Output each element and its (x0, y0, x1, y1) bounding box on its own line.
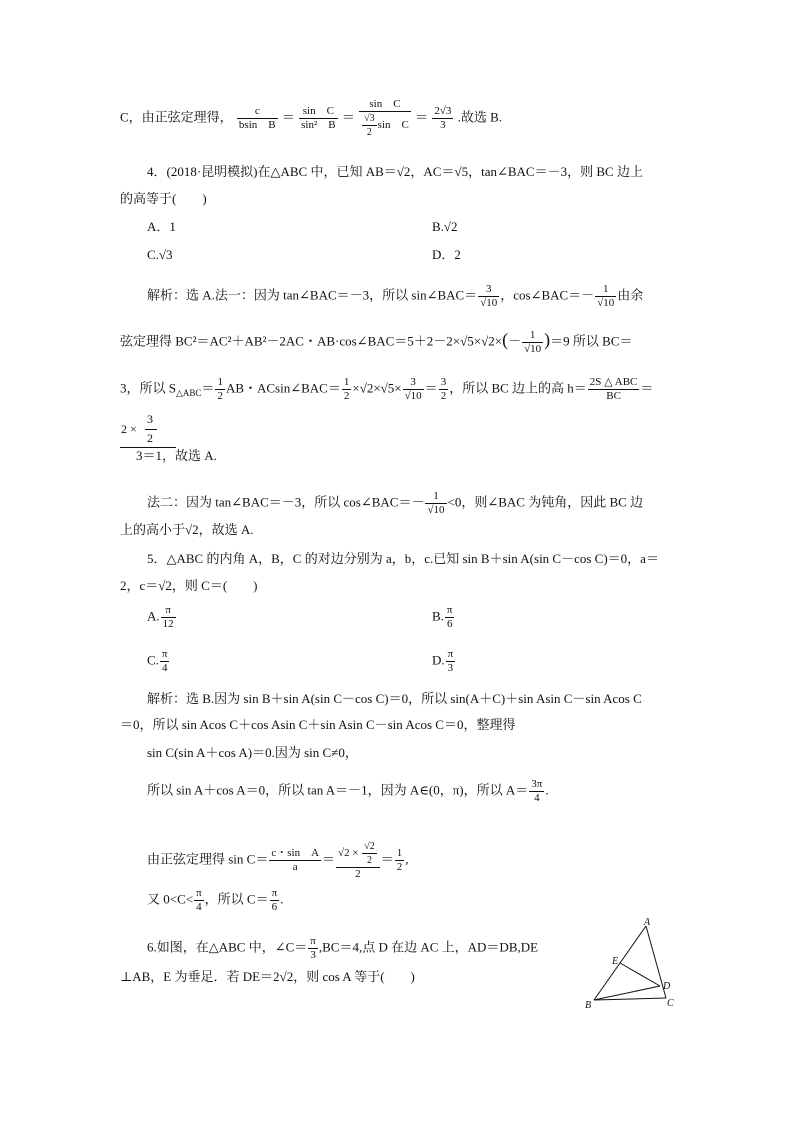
denominator: bsin B (238, 119, 276, 131)
text: ，所以 BC 边上的高 h＝ (449, 380, 587, 396)
denominator: a (269, 860, 321, 874)
option-letter: B. (432, 608, 444, 624)
fraction (362, 112, 377, 139)
text: ＝ (322, 851, 336, 867)
denominator: √10 (524, 343, 542, 355)
problem5-option-d (432, 648, 456, 675)
numerator: 1 (529, 329, 536, 341)
fraction (439, 376, 449, 403)
numerator: π (161, 648, 168, 660)
denominator: 4 (194, 900, 204, 914)
fraction (336, 840, 380, 881)
text: . (280, 891, 284, 907)
fraction (160, 648, 170, 675)
problem4-option-a: A．1 (147, 219, 176, 234)
text: ,BC＝4,点 D 在边 AC 上，AD＝DB,DE (318, 939, 539, 955)
numerator: c (254, 105, 260, 117)
text: 所以 sin A＋cos A＝0，所以 tan A＝－1，因为 A∈(0，π)，所以 A＝ (147, 782, 529, 798)
problem4-option-d: D．2 (432, 247, 461, 262)
problem5-option-c (147, 648, 170, 675)
numerator: π (165, 604, 171, 616)
fraction (445, 604, 455, 631)
numerator: 3π (531, 778, 543, 790)
fraction (432, 105, 453, 132)
solution5-line4 (147, 778, 676, 805)
denominator: 3 (136, 448, 143, 463)
text: , (405, 851, 409, 867)
text: ＝ (424, 380, 438, 396)
numerator: π (447, 648, 454, 660)
solution5-line3: sin C(sin A＋cos A)＝0.因为 sin C≠0， (147, 745, 358, 760)
text: ＝ (415, 109, 429, 125)
problem5-option-a (147, 604, 177, 631)
solution4-nested-mid: 2 × (121, 422, 137, 436)
fraction (362, 840, 377, 867)
numerator: π (271, 887, 278, 899)
solution4-nested-top: 3 (147, 412, 153, 426)
fraction (425, 490, 446, 517)
solution4-method2 (147, 490, 676, 517)
fraction (595, 283, 616, 310)
denominator: √10 (427, 504, 445, 516)
numerator: sin C (302, 105, 334, 117)
text: 由正弦定理得 sin C＝ (147, 851, 269, 867)
problem4-option-b: B.√2 (432, 219, 458, 234)
problem5-stem-cont: 2，c＝√2，则 C＝( ) (120, 578, 258, 593)
segment-bd (594, 986, 660, 1000)
solution4-line5 (136, 447, 676, 465)
subscript: △ABC (175, 388, 202, 399)
denominator: 2 (217, 390, 223, 402)
vertex-d-label: D (663, 981, 671, 992)
solution4-method2-cont: 上的高小于√2，故选 A. (120, 522, 254, 537)
problem3-tail (120, 98, 676, 139)
text: ＝ (380, 851, 394, 867)
segment-de (620, 963, 660, 986)
fraction (588, 376, 640, 403)
text: .故选 B. (457, 109, 503, 125)
text: 6.如图，在△ABC 中，∠C＝ (147, 939, 308, 955)
text: 由余 (617, 287, 644, 303)
text: ＝ (201, 380, 215, 396)
numerator: sin C (369, 98, 401, 110)
numerator: √3 (364, 113, 375, 124)
denominator: 2 (343, 390, 350, 402)
text: AB・ACsin∠BAC＝ (225, 380, 341, 396)
denominator: 12 (162, 618, 174, 630)
fraction (529, 778, 544, 805)
numerator: 2S △ ABC (589, 376, 638, 388)
solution5-line1: 解析：选 B.因为 sin B＋sin A(sin C－cos C)＝0，所以 sin(A＋C)＋sin Asin C－sin Acos C (147, 691, 642, 706)
side-bc (594, 998, 666, 1000)
solution4-line2: 弦定理得 BC²＝AC²＋AB²－2AC・AB·cos∠BAC＝5＋2－2×√5×√2×(－ $\frac{1}{√10}$ )＝9 所以 BC＝ (120, 329, 633, 355)
numerator: π (446, 604, 453, 616)
denominator: 4 (160, 661, 170, 675)
text: sin C (377, 119, 409, 132)
solution5-line5 (147, 840, 676, 881)
numerator (336, 840, 380, 867)
numerator: √2 (364, 841, 375, 852)
fraction (403, 376, 424, 403)
solution4-line3 (120, 376, 676, 403)
numerator: 3 (440, 376, 447, 388)
text: ＝1，故选 A. (142, 448, 217, 463)
fraction (215, 376, 225, 403)
solution4-line1 (147, 283, 676, 310)
numerator: 3 (485, 283, 492, 295)
text: <0，则∠BAC 为钝角，因此 BC 边 (447, 494, 644, 510)
fraction (237, 105, 278, 132)
option-letter: D. (432, 652, 445, 668)
text: ×√2×√5× (352, 380, 402, 396)
text: 解析：选 A.法一：因为 tan∠BAC＝－3，所以 sin∠BAC＝ (147, 287, 478, 303)
numerator: c・sin A (271, 847, 320, 859)
denominator: 2 (362, 125, 377, 139)
fraction (299, 105, 337, 132)
fraction (395, 847, 405, 874)
text: ＝ (341, 109, 355, 125)
solution5-line2: ＝0，所以 sin Acos C＋cos Asin C＋sin Asin C－sin Acos C＝0，整理得 (120, 717, 516, 732)
fraction (270, 887, 280, 914)
paren: ) (544, 329, 551, 350)
denominator: 2 (440, 390, 447, 402)
vertex-b-label: B (585, 1000, 592, 1010)
option-letter: A. (147, 608, 160, 624)
denominator (359, 111, 411, 139)
text: ，cos∠BAC＝－ (500, 287, 595, 303)
denominator: 6 (270, 900, 280, 914)
denominator: 6 (445, 617, 455, 631)
denominator: 2 (336, 867, 380, 881)
denominator: BC (588, 389, 640, 403)
denominator: 3 (432, 118, 453, 132)
text: ，所以 C＝ (204, 891, 269, 907)
fraction (359, 98, 411, 139)
text: 弦定理得 BC²＝AC²＋AB²－2AC・AB·cos∠BAC＝5＋2－2×√5×√2× (120, 333, 503, 349)
problem4-option-c: C.√3 (147, 247, 173, 262)
denominator: sin² B (301, 119, 336, 131)
triangle-figure (582, 918, 682, 1010)
text: ＝9 所以 BC＝ (550, 333, 633, 349)
denominator: 4 (529, 791, 544, 805)
fraction (342, 376, 352, 403)
fraction (161, 604, 176, 631)
denominator: 3 (308, 948, 318, 962)
text: √2 × (338, 847, 359, 860)
denominator: 2 (362, 853, 377, 867)
numerator: 3 (410, 376, 416, 388)
denominator: √10 (404, 390, 422, 402)
numerator: 1 (602, 283, 609, 295)
numerator: 1 (396, 847, 403, 859)
paren: ( (502, 329, 509, 350)
text: C，由正弦定理得， (120, 109, 233, 125)
text: 3，所以 S (120, 380, 176, 396)
numerator: π (310, 935, 316, 947)
fraction (478, 283, 499, 310)
text: 法二：因为 tan∠BAC＝－3，所以 cos∠BAC＝－ (147, 494, 425, 510)
fraction (522, 329, 543, 356)
fraction (446, 648, 456, 675)
fraction (194, 887, 204, 914)
numerator: 1 (433, 490, 439, 502)
problem4-stem: 4．(2018·昆明模拟)在△ABC 中，已知 AB＝√2，AC＝√5，tan∠BAC＝－3，则 BC 边上 (147, 164, 643, 179)
denominator: √10 (480, 297, 498, 309)
numerator: 1 (217, 376, 223, 388)
denominator: √10 (597, 297, 615, 309)
vertex-e-label: E (612, 956, 619, 967)
denominator: 3 (446, 661, 456, 675)
problem6-stem-cont: ⊥AB，E 为垂足．若 DE＝2√2，则 cos A 等于( ) (120, 969, 415, 984)
solution5-line6 (147, 887, 676, 914)
vertex-a-label: A (644, 918, 651, 928)
solution4-nested-bot: 2 (147, 431, 153, 445)
problem5-option-b (432, 604, 455, 631)
denominator: 2 (396, 861, 403, 873)
text: . (545, 782, 549, 798)
numerator: 2√3 (434, 105, 452, 117)
text: 又 0<C< (147, 891, 194, 907)
text: ＝ (281, 109, 295, 125)
option-letter: C. (147, 652, 159, 668)
fraction (308, 935, 318, 962)
numerator: 1 (343, 376, 350, 388)
problem4-stem-cont: 的高等于( ) (120, 191, 207, 206)
problem6-stem (147, 935, 574, 962)
fraction (269, 847, 321, 874)
text: ＝ (640, 380, 654, 396)
problem5-stem: 5．△ABC 的内角 A，B，C 的对边分别为 a，b，c.已知 sin B＋sin A(sin C－cos C)＝0，a＝ (147, 551, 659, 566)
numerator: π (196, 887, 202, 899)
vertex-c-label: C (667, 998, 674, 1009)
